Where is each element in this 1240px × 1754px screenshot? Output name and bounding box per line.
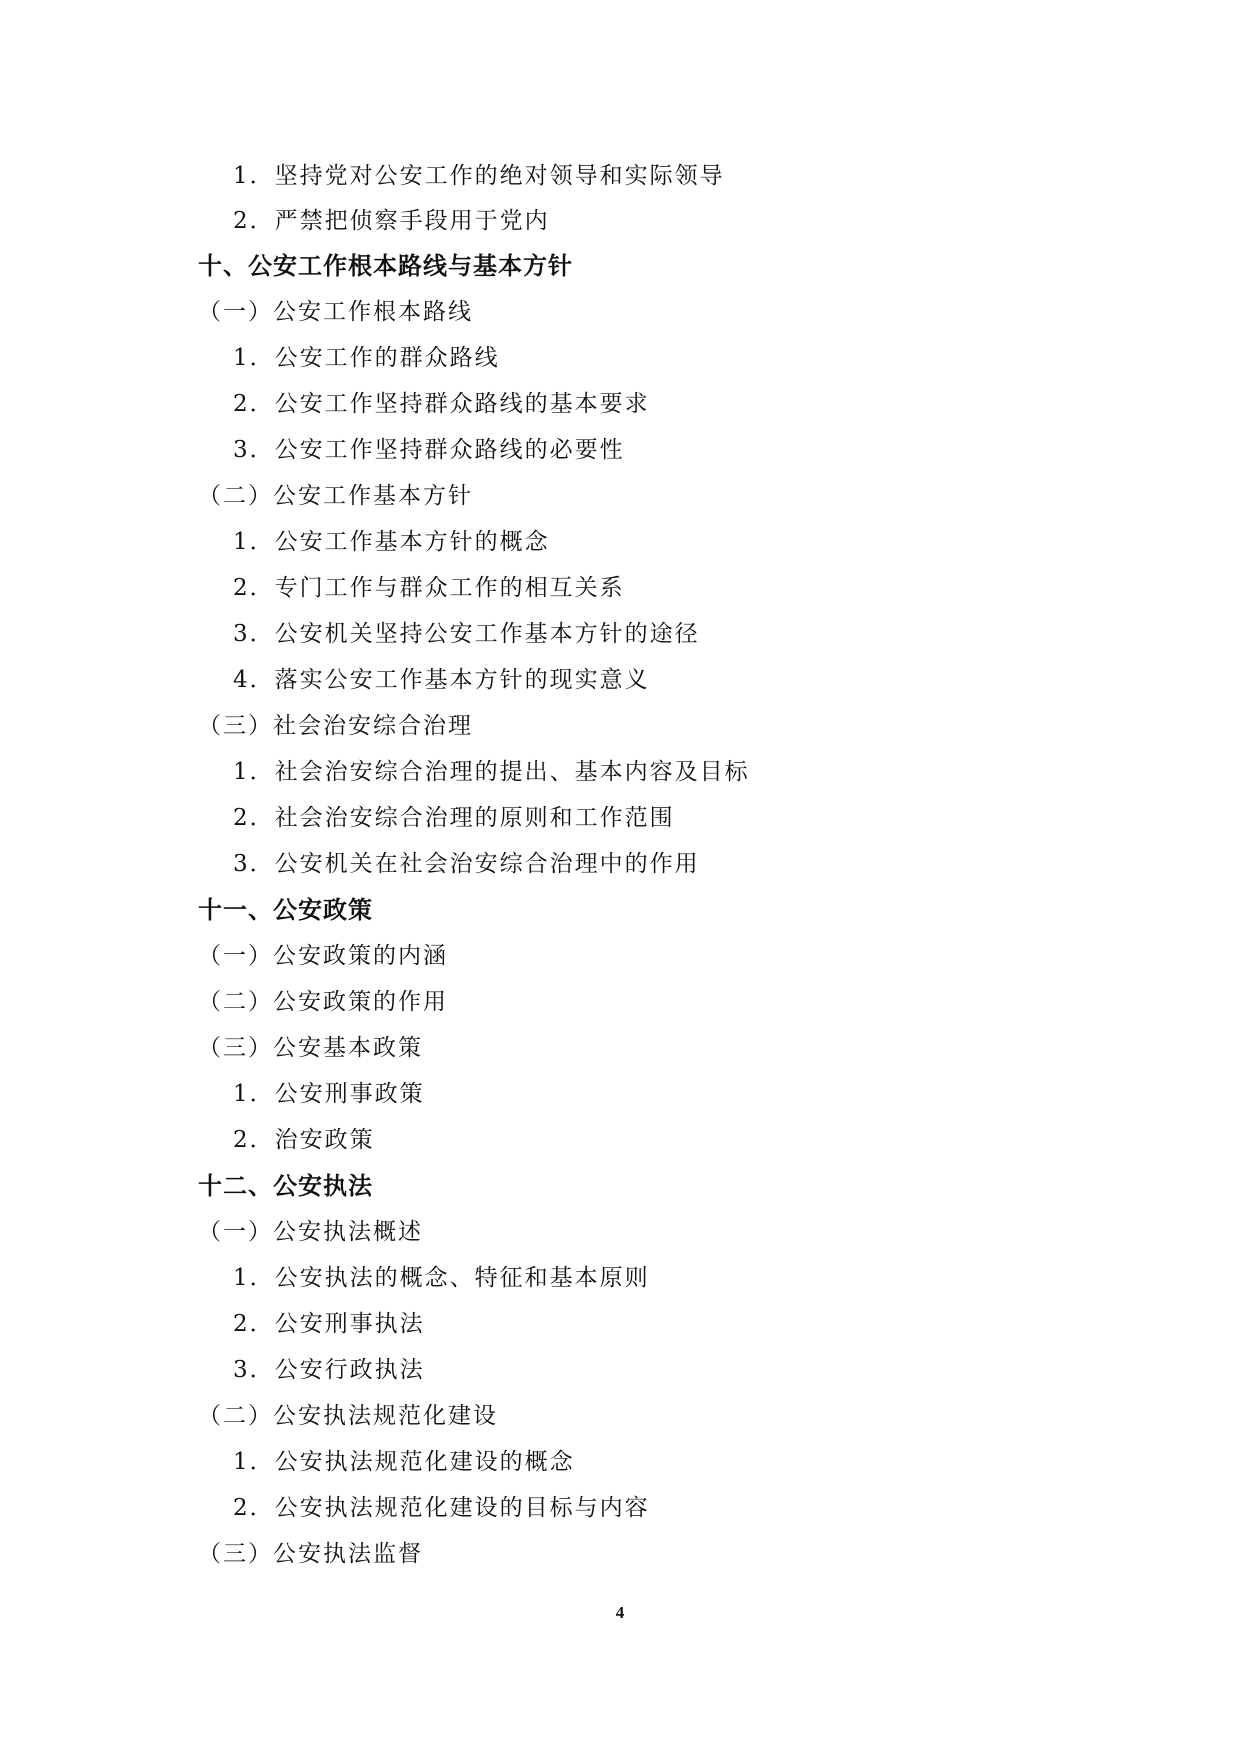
outline-item: 3．公安行政执法 [233, 1357, 425, 1383]
subsection-heading: （二）公安政策的作用 [198, 989, 448, 1015]
subsection-heading: （三）社会治安综合治理 [198, 713, 473, 739]
subsection-heading: （一）公安工作根本路线 [198, 299, 473, 325]
section-heading: 十一、公安政策 [198, 896, 373, 924]
section-heading: 十二、公安执法 [198, 1172, 373, 1200]
outline-item: 2．社会治安综合治理的原则和工作范围 [233, 805, 675, 831]
outline-item: 3．公安机关坚持公安工作基本方针的途径 [233, 621, 700, 647]
outline-item: 1．公安工作的群众路线 [233, 345, 500, 371]
subsection-heading: （一）公安执法概述 [198, 1219, 423, 1245]
outline-item: 2．公安执法规范化建设的目标与内容 [233, 1495, 650, 1521]
outline-item: 2．专门工作与群众工作的相互关系 [233, 575, 625, 601]
subsection-heading: （二）公安工作基本方针 [198, 483, 473, 509]
outline-item: 2．严禁把侦察手段用于党内 [233, 208, 550, 234]
subsection-heading: （三）公安执法监督 [198, 1541, 423, 1567]
outline-item: 3．公安工作坚持群众路线的必要性 [233, 437, 625, 463]
outline-item: 2．治安政策 [233, 1127, 375, 1153]
outline-item: 2．公安工作坚持群众路线的基本要求 [233, 391, 650, 417]
outline-item: 2．公安刑事执法 [233, 1311, 425, 1337]
subsection-heading: （二）公安执法规范化建设 [198, 1403, 498, 1429]
subsection-heading: （三）公安基本政策 [198, 1035, 423, 1061]
outline-item: 1．公安执法规范化建设的概念 [233, 1449, 575, 1475]
outline-item: 1．公安执法的概念、特征和基本原则 [233, 1265, 650, 1291]
outline-item: 1．公安刑事政策 [233, 1081, 425, 1107]
outline-item: 3．公安机关在社会治安综合治理中的作用 [233, 851, 700, 877]
outline-item: 1．公安工作基本方针的概念 [233, 529, 550, 555]
outline-item: 4．落实公安工作基本方针的现实意义 [233, 667, 650, 693]
section-heading: 十、公安工作根本路线与基本方针 [198, 252, 573, 280]
outline-item: 1．社会治安综合治理的提出、基本内容及目标 [233, 759, 750, 785]
outline-item: 1．坚持党对公安工作的绝对领导和实际领导 [233, 163, 725, 189]
subsection-heading: （一）公安政策的内涵 [198, 943, 448, 969]
page-number: 4 [615, 1603, 625, 1622]
